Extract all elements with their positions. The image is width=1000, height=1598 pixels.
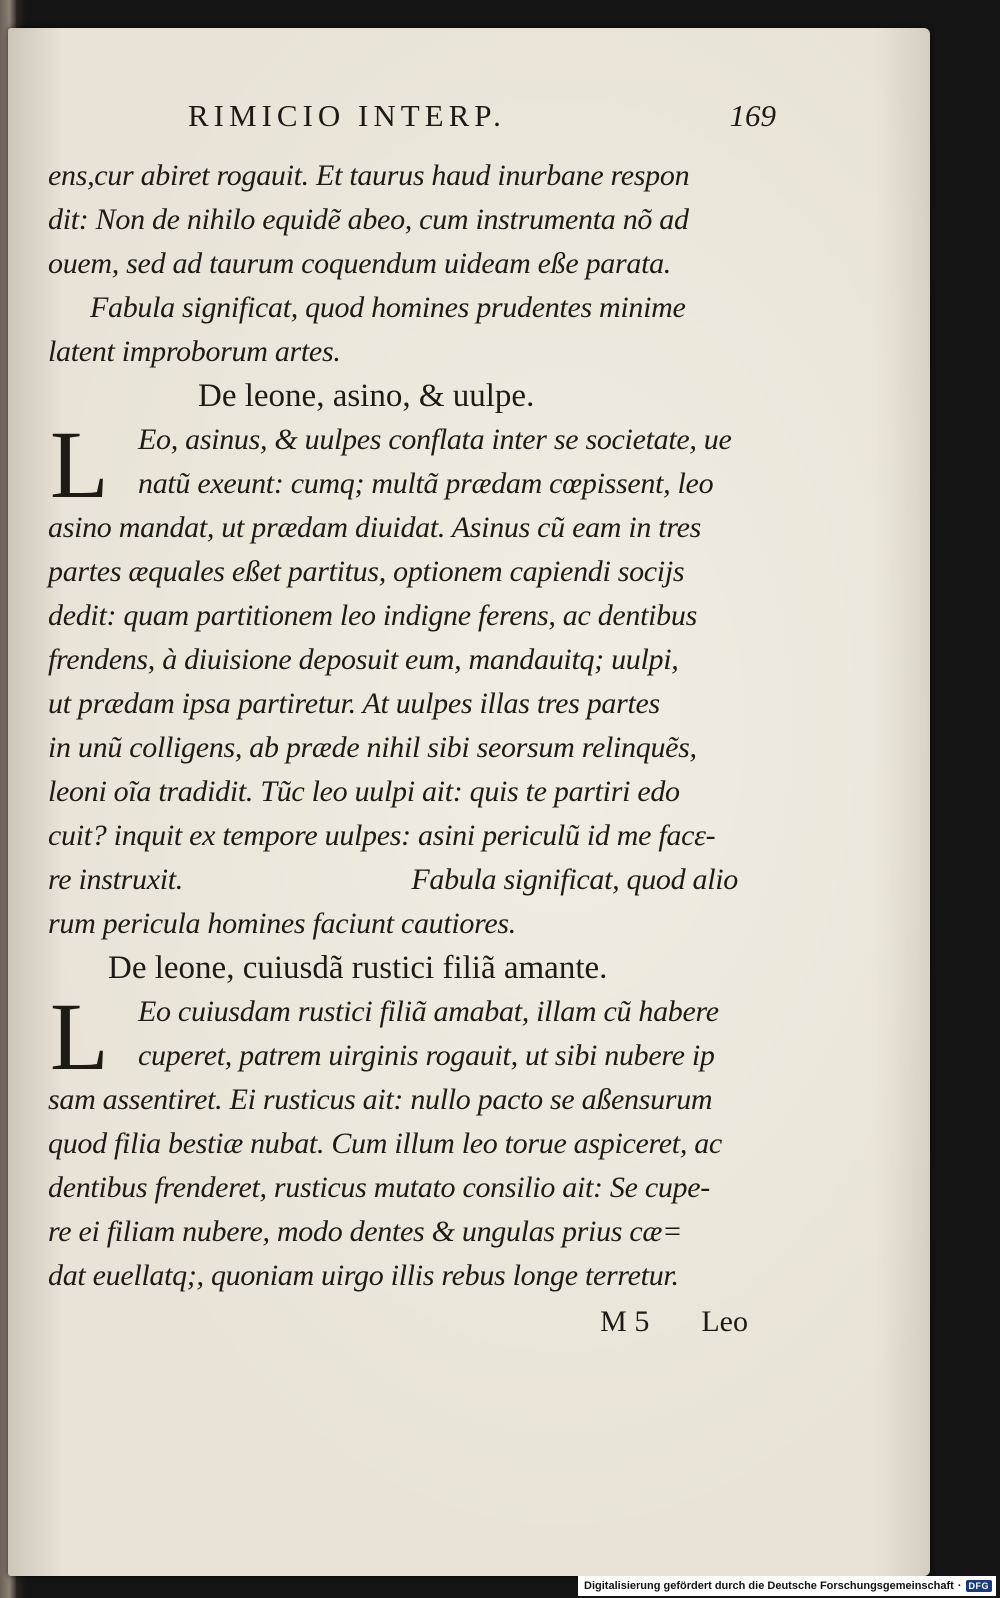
- opening-paragraph: [48, 154, 768, 286]
- dfg-logo: DFG: [966, 1580, 993, 1592]
- text-line: re ei filiam nubere, modo dentes & ungulas prius cæ=: [48, 1215, 683, 1248]
- text-line-start: re instruxit.: [48, 863, 183, 896]
- fable-title: De leone, cuiusdã rustici filiã amante.: [108, 950, 608, 986]
- fable-title: De leone, asino, & uulpe.: [198, 378, 535, 414]
- book-page: [8, 28, 930, 1576]
- catchline: [48, 1300, 748, 1344]
- text-line: sam assentiret. Ei rusticus ait: nullo pacto se aßensurum: [48, 1083, 713, 1116]
- page-text-block: [48, 98, 776, 1344]
- signature-mark: M 5: [600, 1305, 650, 1338]
- text-line: quod filia bestiæ nubat. Cum illum leo torue aspiceret, ac: [48, 1127, 722, 1160]
- text-line: asino mandat, ut prædam diuidat. Asinus cũ eam in tres: [48, 511, 701, 544]
- text-line: latent improborum artes.: [48, 335, 341, 368]
- catchword: Leo: [701, 1305, 748, 1338]
- running-head: [48, 98, 776, 148]
- text-line: leoni oĩa tradidit. Tũc leo uulpi ait: quis te partiri edo: [48, 775, 680, 808]
- drop-cap: L: [50, 411, 109, 518]
- text-line: ut prædam ipsa partiretur. At uulpes illas tres partes: [48, 687, 660, 720]
- text-line: partes æquales eßet partitus, optionem capiendi socijs: [48, 555, 685, 588]
- text-line: dat euellatq;, quoniam uirgo illis rebus longe terretur.: [48, 1259, 679, 1292]
- fable-paragraph: [48, 983, 768, 1298]
- text-line: Eo, asinus, & uulpes conflata inter se societate, ue: [138, 423, 732, 456]
- text-line: frendens, à diuisione deposuit eum, mandauitq; uulpi,: [48, 643, 679, 676]
- moral-start: Fabula significat, quod alio: [411, 863, 738, 896]
- running-title: RIMICIO INTERP.: [188, 98, 506, 133]
- page-number: 169: [729, 98, 776, 133]
- text-line: in unũ colligens, ab præde nihil sibi seorsum relinquẽs,: [48, 731, 697, 764]
- text-line: Fabula significat, quod homines prudentes minime: [90, 291, 686, 324]
- text-line: [48, 858, 738, 902]
- text-line: cuit? inquit ex tempore uulpes: asini periculũ id me facε-: [48, 819, 716, 852]
- text-line: dit: Non de nihilo equidẽ abeo, cum instrumenta nõ ad: [48, 203, 689, 236]
- text-line: ens,cur abiret rogauit. Et taurus haud inurbane respon: [48, 159, 690, 192]
- text-line: ouem, sed ad taurum coquendum uideam eße parata.: [48, 247, 671, 280]
- text-line: cuperet, patrem uirginis rogauit, ut sibi nubere ip: [138, 1039, 715, 1072]
- drop-cap: L: [50, 983, 109, 1090]
- text-line: dentibus frenderet, rusticus mutato consilio ait: Se cupe-: [48, 1171, 710, 1204]
- digitization-credit: Digitalisierung gefördert durch die Deutsche Forschungsgemeinschaft · DFG: [578, 1576, 996, 1596]
- text-line: rum pericula homines faciunt cautiores.: [48, 907, 516, 940]
- fable-paragraph: [48, 411, 768, 946]
- text-line: Eo cuiusdam rustici filiã amabat, illam cũ habere: [138, 995, 719, 1028]
- moral-paragraph: [48, 286, 768, 374]
- text-line: dedit: quam partitionem leo indigne ferens, ac dentibus: [48, 599, 697, 632]
- text-line: natũ exeunt: cumq; multã prædam cœpissent, leo: [138, 467, 714, 500]
- credit-text: Digitalisierung gefördert durch die Deutsche Forschungsgemeinschaft: [584, 1580, 954, 1592]
